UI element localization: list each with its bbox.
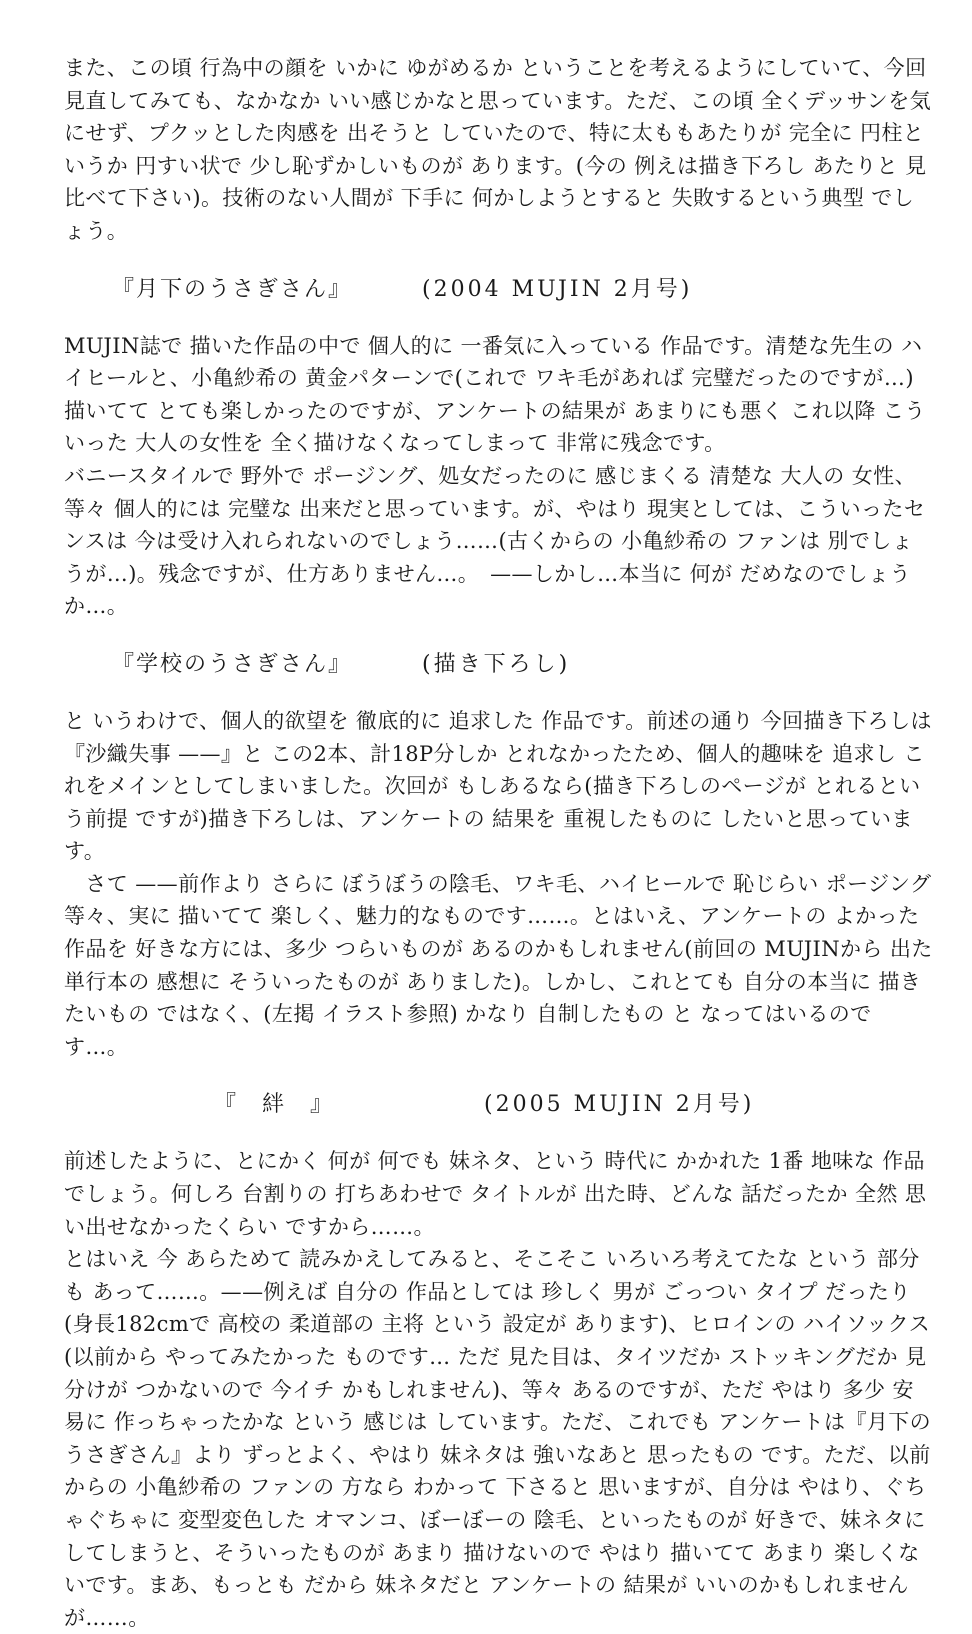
section-title: 『 絆 』 bbox=[214, 1092, 335, 1118]
section-body: 前述したように、とにかく 何が 何でも 妹ネタ、という 時代に かかれた 1番 地味な 作品でしょう。何しろ 台割りの 打ちあわせで タイトルが 出た時、どんな 話だったか 全然 思い出せなかったくらい ですから……。 とはいえ 今 あらためて 読みかえしてみると、そこそこ いろいろ考えてたな という 部分も あって……。——例えば 自分の 作品としては 珍しく 男が ごっつい タイプ だったり(身長182cmで 高校の 柔道部の 主将 という 設定が あります)、ヒロインの ハイソックス(以前から やってみたかった ものです… ただ 見た目は、タイツだか ストッキングだか 見分けが つかないので 今イチ かもしれません)、等々 あるのですが、ただ やはり 多少 安易に 作っちゃったかな という 感じは しています。ただ、これでも アンケートは『月下のうさぎさん』より ずっとよく、やはり 妹ネタは 強いなあと 思ったもの です。ただ、以前からの 小亀紗希の ファンの 方なら わかって 下さると 思いますが、自分は やはり、ぐちゃぐちゃに 変型変色した オマンコ、ぼーぼーの 陰毛、といったものが 好きで、妹ネタにしてしまうと、そういったものが あまり 描けないので やはり 描いてて あまり 楽しくないです。まあ、もっとも だから 妹ネタだと アンケートの 結果が いいのかもしれませんが……。 bbox=[64, 1149, 932, 1630]
intro-paragraph: また、この頃 行為中の顔を いかに ゆがめるか ということを考えるようにしていて、今回見直してみても、なかなか いい感じかなと思っています。ただ、この頃 全くデッサンを気にせず、プクッとした肉感を 出そうと していたので、特に太ももあたりが 完全に 円柱というか 円すい状で 少し恥ずかしいものが あります。(今の 例えは描き下ろし あたりと 見比べて下さい)。技術のない人間が 下手に 何かしようとすると 失敗するという典型 でしょう。 bbox=[64, 56, 931, 243]
section-title: 『月下のうさぎさん』 bbox=[112, 276, 353, 302]
section-body: と いうわけで、個人的欲望を 徹底的に 追求した 作品です。前述の通り 今回描き下ろしは『沙織失事 ——』と この2本、計18P分しか とれなかったため、個人的趣味を 追求し これをメインとしてしまいました。次回が もしあるなら(描き下ろしのページが とれるという前提 ですが)描き下ろしは、アンケートの 結果を 重視したものに したいと思っています。 さて ——前作より さらに ぼうぼうの陰毛、ワキ毛、ハイヒールで 恥じらい ポージング 等々、実に 描いてて 楽しく、魅力的なものです……。とはいえ、アンケートの よかった 作品を 好きな方には、多少 つらいものが あるのかもしれません(前回の MUJINから 出た単行本の 感想に そういったものが ありました)。しかし、これとても 自分の本当に 描きたいもの ではなく、(左掲 イラスト参照) かなり 自制したもの と なってはいるのです…。 bbox=[64, 708, 933, 1059]
section-heading bbox=[64, 649, 934, 681]
section-title: 『学校のうさぎさん』 bbox=[112, 651, 353, 677]
section-source: (描き下ろし) bbox=[422, 651, 571, 677]
section-source: (2004 MUJIN 2月号) bbox=[422, 276, 693, 302]
section-heading bbox=[64, 1089, 934, 1121]
section-source: (2005 MUJIN 2月号) bbox=[484, 1092, 755, 1118]
section-body: MUJIN誌で 描いた作品の中で 個人的に 一番気に入っている 作品です。清楚な先生の ハイヒールと、小亀紗希の 黄金パターンで(これで ワキ毛があれば 完璧だったのですが…) 描いてて とても楽しかったのですが、アンケートの結果が あまりにも悪く これ以降 こういった 大人の女性を 全く描けなくなってしまって 非常に残念です。 バニースタイルで 野外で ポージング、処女だったのに 感じまくる 清楚な 大人の 女性、等々 個人的には 完璧な 出来だと思っています。が、やはり 現実としては、こういったセンスは 今は受け入れられないのでしょう……(古くからの 小亀紗希の ファンは 別でしょうが…)。残念ですが、仕方ありません…。 ——しかし…本当に 何が だめなのでしょうか…。 bbox=[64, 333, 926, 619]
section-heading bbox=[64, 274, 934, 306]
